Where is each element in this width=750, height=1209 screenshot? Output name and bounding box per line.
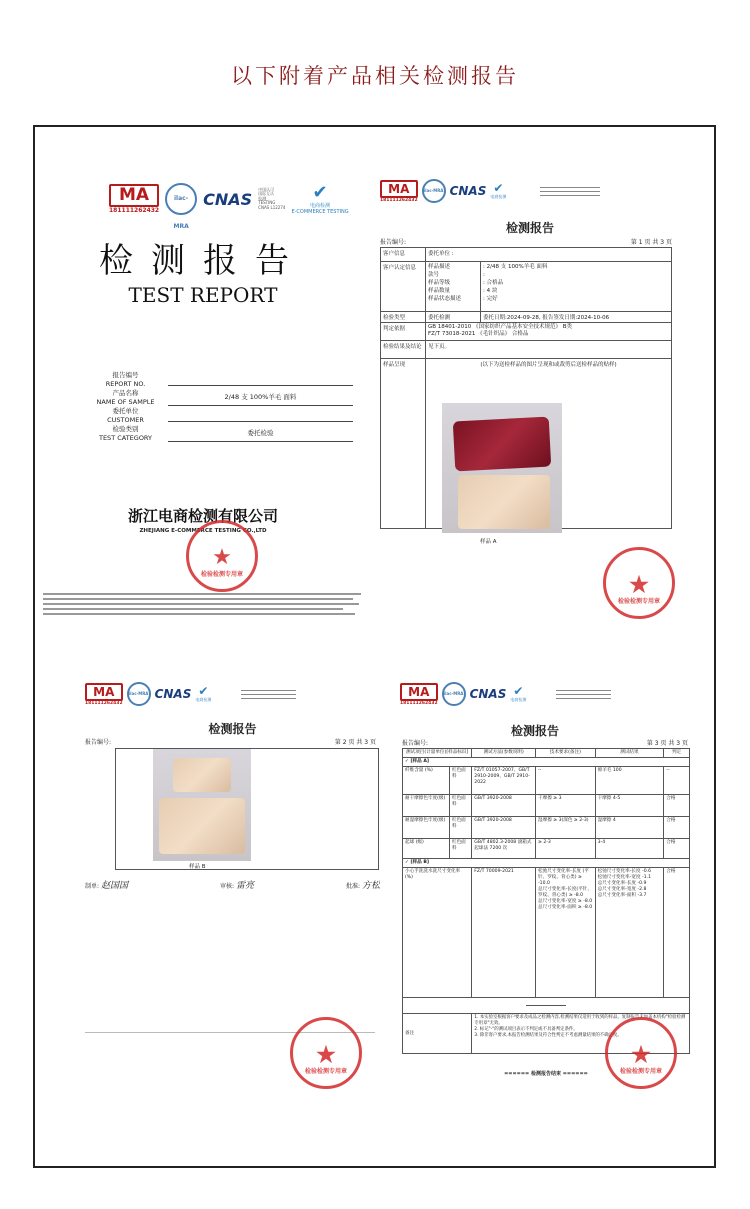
page3-logos	[400, 682, 611, 706]
page1-contact	[540, 184, 600, 199]
star-icon: ★	[629, 572, 649, 598]
sign-check: 审核: 雷亮	[220, 881, 254, 891]
shield-check-icon: ✔	[198, 684, 209, 698]
report-page-2	[85, 682, 380, 1042]
star-icon: ★	[316, 1042, 336, 1068]
page2-logos	[85, 682, 296, 706]
ecommerce-testing-logo: ✔ 电商检测	[510, 684, 527, 702]
sample-value: 2/48 支 100%羊毛 面料	[168, 389, 353, 406]
page3-title: 检测报告	[510, 724, 559, 738]
cover-disclaimer	[43, 590, 363, 618]
cover-fields	[83, 371, 353, 442]
sample-b-caption: 样品 B	[189, 864, 206, 870]
sample-a-beige-fabric	[458, 475, 550, 529]
cover-title-en: TEST REPORT	[128, 283, 278, 307]
company-name-en: ZHEJIANG E-COMMERCE TESTING CO.,LTD	[139, 528, 267, 534]
cma-logo: MA 181111262432	[85, 684, 123, 706]
ilac-mra-logo: ilac-MRA	[165, 183, 197, 215]
ecommerce-testing-logo: ✔ 电商检测	[490, 181, 507, 199]
field-sample: 产品名称 NAME OF SAMPLE 2/48 支 100%羊毛 面料	[83, 389, 353, 406]
sample-b-fabric-bottom	[159, 798, 245, 854]
page3-stamp: ★ 检验检测专用章	[605, 1017, 677, 1089]
page2-page-number: 第 2 页 共 3 页	[334, 739, 376, 746]
ilac-mra-logo: ilac-MRA	[422, 179, 446, 203]
company-name-cn: 浙江电商检测有限公司	[127, 507, 278, 525]
page3-header-row: 测试项目(计量单位)[样品标识] 测试方法(参数说明) 技术要求(备注) 测试结果 判定	[403, 749, 690, 758]
page2-stamp: ★ 检验检测专用章	[290, 1017, 362, 1089]
field-customer: 委托单位 CUSTOMER	[83, 407, 353, 424]
cnas-logo: CNAS	[203, 189, 253, 209]
page1-table: 客户信息 委托单位 : 客户认定信息 样品描述 款号 样品等级 样品数量 样品状态描述 : 2/48 支 100%羊毛 面料 : : 合格品 : 4 块 : 完好 检验类型 委托检测 委托日期:2024-09-28, 报告签发日期:2024-10-06 判定依据 GB 18401-2010 《国家纺织产品基本安全技术规范》 B类 FZ/T 73018-2021 《毛针织品》 合格品 检验结果及结论 见下页。 样品呈现 (以下为送检样品的图片呈现和或裁剪后送检样品的贴样)	[380, 247, 672, 529]
shield-check-icon: ✔	[493, 181, 504, 195]
star-icon: ★	[212, 545, 232, 570]
cnas-note: 中国认可 国际互认 检测 TESTING CNAS L12274	[258, 186, 286, 210]
sample-b-fabric-top	[173, 758, 231, 792]
cma-logo: MA 181111262432	[400, 684, 438, 706]
cover-page	[43, 135, 363, 615]
page3-end-text: ====== 检测报告结束 ======	[504, 1071, 588, 1077]
sign-approve: 批准: 方松	[346, 881, 380, 891]
page2-title: 检测报告	[208, 722, 257, 736]
page1-stamp: ★ 检验检测专用章	[603, 547, 675, 619]
cnas-logo: CNAS	[154, 687, 192, 701]
page2-contact	[241, 687, 296, 702]
field-report-no: 报告编号 REPORT NO.	[83, 371, 353, 388]
star-icon: ★	[631, 1042, 651, 1068]
category-value: 委托检验	[168, 425, 353, 442]
page2-report-no: 报告编号:	[85, 739, 112, 746]
field-category: 检验类别 TEST CATEGORY 委托检验	[83, 425, 353, 442]
page1-title: 检测报告	[505, 221, 554, 235]
ecommerce-testing-logo: ✔ 电商检测	[195, 684, 212, 702]
page-heading: 以下附着产品相关检测报告	[231, 64, 519, 88]
ecommerce-testing-logo: ✔ 电商检测 E-COMMERCE TESTING	[291, 181, 349, 215]
sample-a-caption: 样品 A	[480, 539, 497, 545]
shield-check-icon: ✔	[312, 181, 328, 203]
cma-logo: MA 181111262432	[109, 185, 160, 214]
ilac-mra-logo: ilac-MRA	[442, 682, 466, 706]
cover-stamp: ★ 检验检测专用章	[186, 520, 258, 592]
shield-check-icon: ✔	[513, 684, 524, 698]
page1-report-no: 报告编号:	[380, 239, 407, 246]
page1-logos	[380, 179, 600, 203]
page3-page-number: 第 3 页 共 3 页	[646, 740, 688, 747]
sign-made: 制单: 赵国国	[85, 881, 128, 891]
sample-a-red-fabric	[453, 417, 551, 472]
ilac-mra-logo: ilac-MRA	[127, 682, 151, 706]
cnas-logo: CNAS	[449, 184, 487, 198]
cma-logo: MA 181111262432	[380, 181, 418, 203]
report-frame	[33, 125, 716, 1168]
cover-logos	[109, 181, 349, 230]
report-page-1	[380, 179, 680, 579]
page3-contact	[556, 687, 611, 702]
page3-report-no: 报告编号:	[402, 740, 429, 747]
page3-table: 测试项目(计量单位)[样品标识] 测试方法(参数说明) 技术要求(备注) 测试结果 判定 ✓ [样品 A] 纤维含量 (%) 红色面料 FZ/T 01057-2007、GB/T 2910-2009、GB/T 2910-2022 -- 绵羊毛 100 -- 耐干摩擦色牢度(级) 红色面料 GB/T 3920-2008 干摩擦 ≥ 3 干摩擦 4-5 合格 耐湿摩擦色牢度(级) 红色面料 GB/T 3920-2008 湿摩擦 ≥ 3(深色 ≥ 2-3) 湿摩擦 4 合格 起球 (级) 红色面料 GB/T 4802.3-2008 滚箱式起球法 7200 次 ≥ 2-3 3-4 合格 ✓ [样品 B] 小心手洗洗水洗尺寸变化率 (%) FZ/T 70009-2021 松弛尺寸变化率-长度 (平针、罗纹、背心类) ≥ -10.0 总尺寸变化率-长度(平针、罗纹、背心类) ≥ -8.0 总尺寸变化率-宽度 ≥ -8.0 总尺寸变化率-面积 ≥ -8.0 松弛尺寸变化率-长度 -0.6 松弛尺寸变化率-宽度 -1.1 总尺寸变化率-长度 -0.9 总尺寸变化率-宽度 -2.8 总尺寸变化率-面积 -3.7 合格 备注 1. 本实验室根据客户要求及成品之检测内容,检测结果仅适用于收到的样品。复制报告未加盖本机构"检验检测专用章"无效。 2. 标记"-"的测试项目表示不判定或不具备判定条件。 3. 除非客户要求,本报告检测结果及符合性判定不考虑测量结果的不确定度。	[402, 748, 690, 1054]
page2-signatures	[85, 878, 380, 891]
page1-page-number: 第 1 页 共 3 页	[630, 239, 672, 246]
cover-title-cn: 检测报告	[99, 241, 307, 281]
cnas-logo: CNAS	[469, 687, 507, 701]
